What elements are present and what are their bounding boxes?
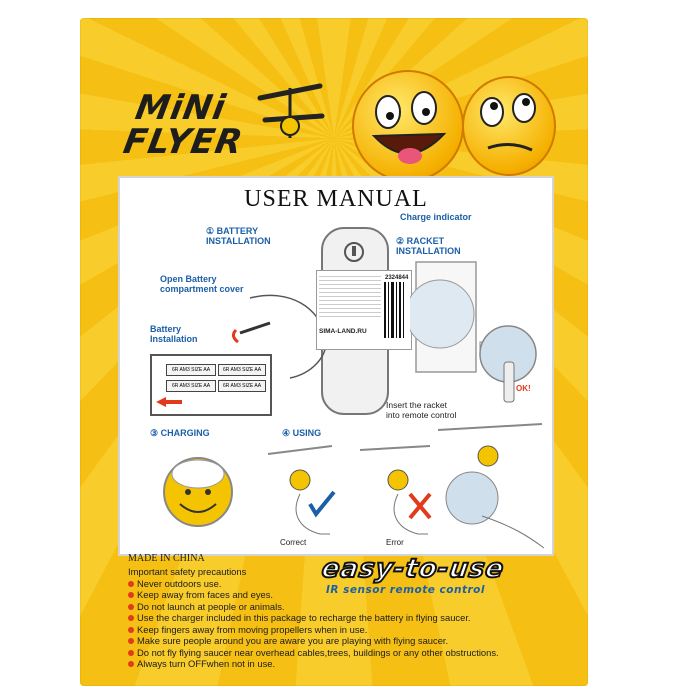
sticker-text-lines	[319, 273, 381, 317]
bullet-icon	[128, 638, 134, 644]
using-label: ④ USING	[282, 428, 322, 438]
sticker-brand: SIMA-LAND.RU	[319, 328, 367, 335]
bullet-icon	[128, 627, 134, 633]
open-cover-label: Open Battery compartment cover	[160, 274, 244, 294]
bullet-icon	[128, 650, 134, 656]
manual-title: USER MANUAL	[244, 186, 428, 212]
charging-smiley-illustration	[160, 444, 240, 536]
sticker-code: 2324844	[385, 275, 409, 281]
helicopter-icon	[250, 78, 330, 148]
insert-racket-label: Insert the racket into remote control	[386, 400, 457, 420]
safety-item: Make sure people around you are aware you are playing with flying saucer.	[128, 635, 568, 647]
arrow-left-icon	[154, 396, 184, 408]
logo-line-1: MiNi	[132, 88, 230, 128]
safety-item: Do not fly flying saucer near overhead cables,trees, buildings or any other obstructions.	[128, 647, 568, 659]
confused-smiley-icon	[462, 76, 556, 176]
racket-installation-label: ② RACKET INSTALLATION	[396, 236, 461, 256]
correct-label: Correct	[280, 538, 307, 547]
safety-item: Always turn OFFwhen not in use.	[128, 658, 568, 670]
bullet-icon	[128, 592, 134, 598]
error-label: Error	[386, 538, 404, 547]
laughing-smiley-icon	[352, 70, 464, 182]
battery-label: Battery Installation	[150, 324, 198, 344]
safety-item: Use the charger included in this package to recharge the battery in flying saucer.	[128, 612, 568, 624]
battery-cell: 6R AM3 SIZE AA	[166, 364, 216, 376]
bullet-icon	[128, 661, 134, 667]
ir-sensor-tagline: IR sensor remote control	[326, 584, 485, 596]
charging-label: ③ CHARGING	[150, 428, 210, 438]
battery-cell: 6R AM3 SIZE AA	[166, 380, 216, 392]
logo-line-2: FLYER	[120, 122, 247, 162]
ok-label: OK!	[516, 384, 531, 393]
battery-cell: 6R AM3 SIZE AA	[218, 380, 266, 392]
product-sticker	[316, 270, 412, 350]
bullet-icon	[128, 615, 134, 621]
safety-item: Keep away from faces and eyes.	[128, 589, 568, 601]
safety-title: Important safety precautions	[128, 566, 247, 577]
flying-saucer-hand-illustration	[432, 416, 550, 552]
battery-compartment-illustration	[150, 354, 272, 416]
user-manual-panel	[118, 176, 554, 556]
safety-item: Do not launch at people or animals.	[128, 601, 568, 613]
bullet-icon	[128, 581, 134, 587]
battery-installation-label: ① BATTERY INSTALLATION	[206, 226, 271, 246]
safety-precautions	[128, 566, 568, 670]
barcode-icon	[383, 281, 407, 345]
made-in-china: MADE IN CHINA	[128, 553, 205, 564]
charge-indicator-label: Charge indicator	[400, 212, 472, 222]
bullet-icon	[128, 604, 134, 610]
safety-item: Keep fingers away from moving propellers when in use.	[128, 624, 568, 636]
battery-cell: 6R AM3 SIZE AA	[218, 364, 266, 376]
package-card	[80, 18, 588, 686]
using-hands-illustration	[260, 434, 440, 544]
easy-to-use-logo: easy-to-use	[319, 554, 507, 584]
safety-item: Never outdoors use.	[128, 578, 568, 590]
